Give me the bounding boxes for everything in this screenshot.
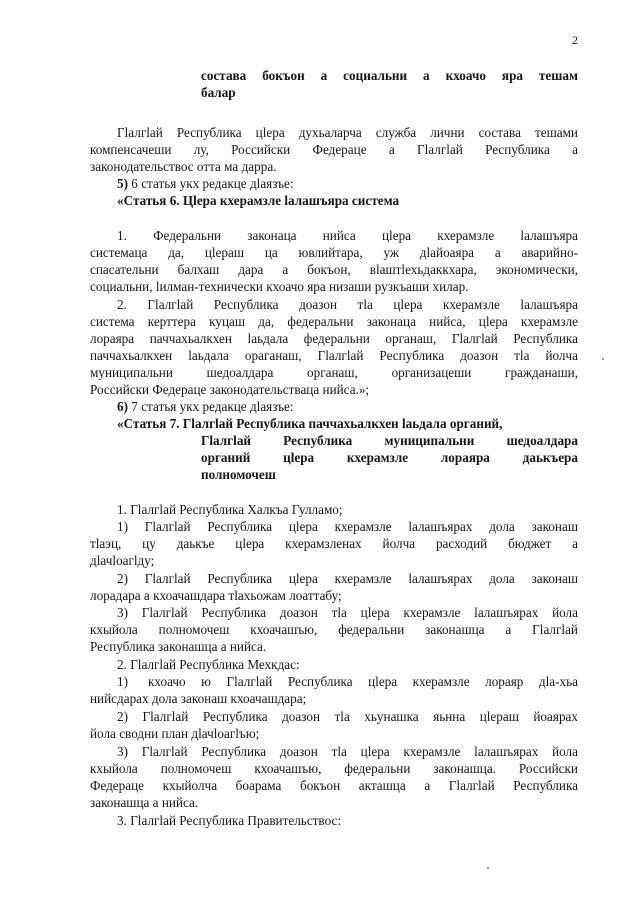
item-6 — [117, 398, 294, 415]
article-7-title-line-4: полномочеш — [201, 467, 276, 482]
article-7-p1-1-line-3: дӏачӏоагӏду; — [90, 553, 155, 568]
article-7-p2-3-line-2: кхыйола полномочеш кхоачашъю, федеральни законашца. Российски — [90, 761, 578, 776]
article-6-p2-line-2: система керттера куцаш да, федеральни законаца нийса, цӏера кхерамзле — [90, 314, 578, 329]
paragraph-1-line-3: законодательствос отта ма дарра. — [90, 159, 277, 174]
article-7-title-line-2: Гӏалгӏай Республика муниципальни шедоалдара — [201, 433, 578, 448]
article-7-p2-2-line-2: йола сводни план дӏачӏоагӏъю; — [90, 726, 260, 741]
article-6-p2-line-4: паччахьалкхен ӏаьдала ораганаш, Гӏалгӏай Республика доазон тӏа йолча — [90, 348, 578, 363]
article-6-p2-line-3: лораяра паччахьалкхен ӏаьдала федеральни органаш, Гӏалгӏай Республика — [90, 331, 578, 346]
item-6-text: 7 статья укх редакце дӏаязъе: — [128, 399, 294, 414]
article-7-p3: 3. Гӏалгӏай Республика Правительствос: — [117, 813, 342, 828]
article-7-p2-1-line-2: нийсдарах дола законаш кхоачашдара; — [90, 691, 307, 706]
article-7-p2-3-line-4: законашца а нийса. — [90, 795, 199, 810]
article-6-p2-line-5: муниципальни шедоалдара органаш, организацеши гражданаши, — [90, 365, 578, 380]
article-7-p2-2-line-1: 2) Гӏалгӏай Республика доазон тӏа хьунашка яьнна цӏераш йоаярах — [117, 709, 578, 724]
article-7-title-line-3: органий цӏера кхерамзле лораяра даькъера — [201, 450, 578, 465]
item-5-text: 6 статья укх редакце дӏаязъе: — [128, 176, 294, 191]
scan-speck — [487, 867, 489, 869]
article-7-p1-3-line-1: 3) Гӏалгӏай Республика доазон тӏа цӏера кхерамзле ӏалашъярах йола — [117, 605, 578, 620]
article-7-title-line-1: «Статья 7. Гӏалгӏай Республика паччахьалкхен ӏаьдала органий, — [117, 416, 503, 431]
article-7-p1-3-line-3: Республика законашца а нийса. — [90, 639, 267, 654]
article-6-title: «Статья 6. Цӏера кхерамзле ӏалашъяра система — [117, 193, 400, 208]
article-7-p2: 2. Гӏалгӏай Республика Мехкдас: — [117, 657, 300, 672]
article-7-p2-1-number: 1) — [117, 674, 128, 689]
heading-continuation-line-1: состава бокъон а социальни а кхоачо яра тешам — [201, 68, 578, 83]
article-7-p1-3-line-2: кхыйола полномочеш кхоачашъю, федеральни законашца а Гӏалгӏай — [90, 622, 578, 637]
article-6-p1-line-1: 1. Федеральни законаца нийса цӏера кхерамзле ӏалашъяра — [117, 228, 578, 243]
item-5-number: 5) — [117, 176, 128, 191]
heading-continuation-line-2: балар — [201, 85, 236, 100]
article-7-p2-3-line-1: 3) Гӏалгӏай Республика доазон тӏа цӏера кхерамзле ӏалашъярах йола — [117, 744, 578, 759]
page-number: 2 — [572, 33, 578, 47]
article-6-p2-line-1: 2. Гӏалгӏай Республика доазон тӏа цӏера кхерамзле ӏалашъяра — [117, 297, 578, 312]
item-6-number: 6) — [117, 399, 128, 414]
article-7-p1-2-line-2: лорадара а кхоачашдара тӏахьожам лоаттабу; — [90, 588, 342, 603]
article-6-p1-line-3: спасательни балхаш дара а бокъон, вӏаштӏехьдаккхара, экономически, — [90, 262, 578, 277]
article-7-p1-2-line-1: 2) Гӏалгӏай Республика цӏера кхерамзле ӏалашъярах дола законаш — [117, 571, 578, 586]
scan-speck — [602, 358, 604, 360]
article-6-p1-line-2: системаца да, цӏераш ца ювлийтара, уж дӏайоаяра а аварийно- — [90, 245, 578, 260]
paragraph-1-line-1: Гӏалгӏай Республика цӏера духьаларча служба лични состава тешами — [117, 125, 578, 140]
article-7-p1: 1. Гӏалгӏай Республика Халкъа Гулламо; — [117, 502, 343, 517]
article-6-p2-line-6: Российски Федераце законодательстваца нийса.»; — [90, 382, 370, 397]
article-6-p1-line-4: социальни, ӏилман-технически кхоачо яра низаши рузкъаши хилар. — [90, 279, 469, 294]
paragraph-1-line-2: компенсачеши лу, Российски Федераце а Гӏалгӏай Республика а — [90, 142, 578, 157]
article-7-p2-3-line-3: Федераце кхыйолча боарама бокъон акташца а Гӏалгӏай Республика — [90, 778, 578, 793]
article-7-p1-1-line-1: 1) Гӏалгӏай Республика цӏера кхерамзле ӏалашъярах дола законаш — [117, 519, 578, 534]
item-5 — [117, 175, 294, 192]
article-7-p2-1-line-1: кхоачо ю Гӏалгӏай Республика цӏера кхерамзле лораяр дӏа-хьа — [148, 674, 578, 689]
article-7-p1-1-line-2: тӏаэц, цу даькъе цӏера кхерамзленах йолча расходий бюджет а — [90, 536, 578, 551]
